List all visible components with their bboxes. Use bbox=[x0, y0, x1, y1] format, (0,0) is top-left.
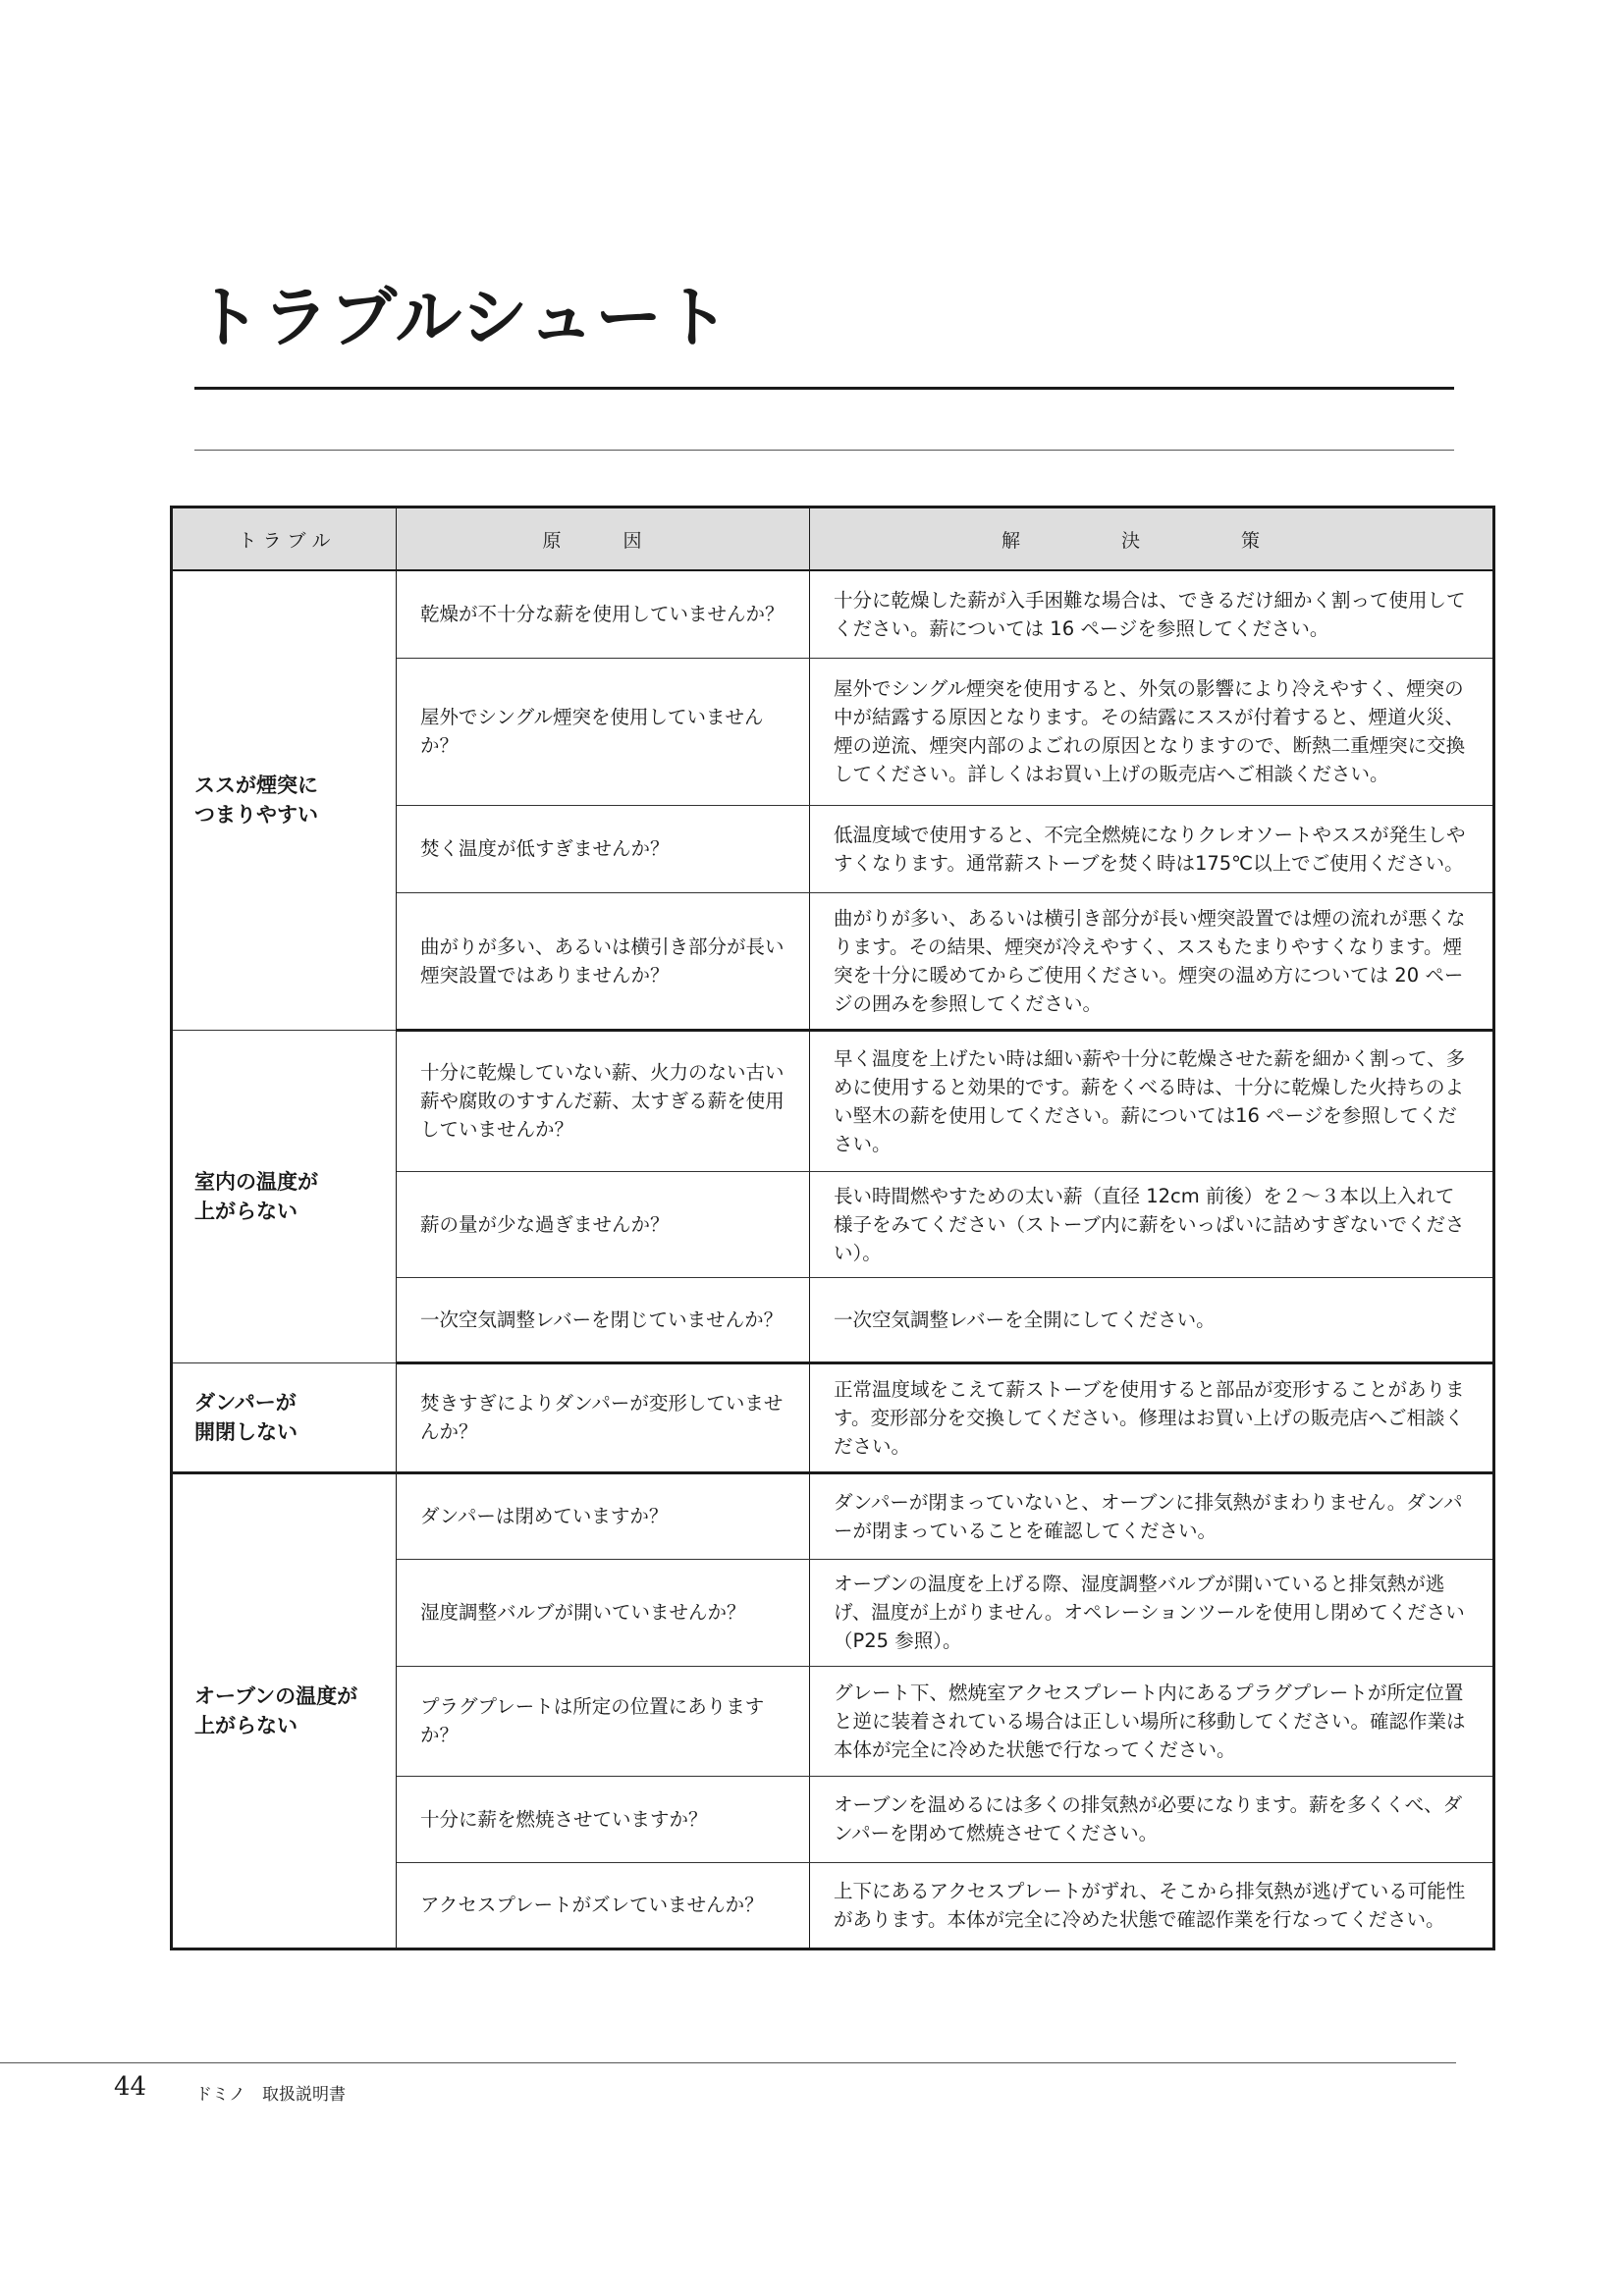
problem-label: ダンパーが 開閉しない bbox=[194, 1390, 298, 1444]
solution-cell: 低温度域で使用すると、不完全燃焼になりクレオソートやススが発生しやすくなります。通常薪ストーブを焚く時は175℃以上でご使用ください。 bbox=[810, 805, 1494, 892]
cause-cell: 十分に乾燥していない薪、火力のない古い薪や腐敗のすすんだ薪、太すぎる薪を使用していませんか？ bbox=[397, 1030, 810, 1171]
table-row bbox=[172, 1472, 1494, 1559]
solution-cell: 一次空気調整レバーを全開にしてください。 bbox=[810, 1277, 1494, 1362]
cause-cell: 焚きすぎによりダンパーが変形していませんか？ bbox=[397, 1362, 810, 1472]
problem-cell bbox=[172, 1030, 397, 1362]
cause-cell: 十分に薪を燃焼させていますか？ bbox=[397, 1776, 810, 1862]
cause-cell: 曲がりが多い、あるいは横引き部分が長い煙突設置ではありませんか？ bbox=[397, 892, 810, 1030]
footer-rule bbox=[0, 2062, 1456, 2063]
solution-cell: 曲がりが多い、あるいは横引き部分が長い煙突設置では煙の流れが悪くなります。その結果、煙突が冷えやすく、ススもたまりやすくなります。煙突を十分に暖めてからご使用ください。煙突の温め方については 20 ページの囲みを参照してください。 bbox=[810, 892, 1494, 1030]
solution-cell: 正常温度域をこえて薪ストーブを使用すると部品が変形することがあります。変形部分を交換してください。修理はお買い上げの販売店へご相談ください。 bbox=[810, 1362, 1494, 1472]
solution-cell: オーブンを温めるには多くの排気熱が必要になります。薪を多くくべ、ダンパーを閉めて燃焼させてください。 bbox=[810, 1776, 1494, 1862]
cause-cell: プラグプレートは所定の位置にありますか？ bbox=[397, 1666, 810, 1776]
problem-label: ススが煙突に つまりやすい bbox=[194, 774, 318, 828]
table-header-row bbox=[172, 507, 1494, 571]
problem-cell bbox=[172, 1472, 397, 1949]
cause-cell: 屋外でシングル煙突を使用していませんか？ bbox=[397, 658, 810, 805]
section-divider bbox=[194, 450, 1454, 451]
table-row bbox=[172, 570, 1494, 658]
solution-cell: 上下にあるアクセスプレートがずれ、そこから排気熱が逃げている可能性があります。本体が完全に冷めた状態で確認作業を行なってください。 bbox=[810, 1862, 1494, 1949]
cause-cell: 一次空気調整レバーを閉じていませんか？ bbox=[397, 1277, 810, 1362]
problem-label: 室内の温度が 上がらない bbox=[194, 1169, 318, 1223]
table-row bbox=[172, 1030, 1494, 1171]
title-underline bbox=[194, 387, 1454, 390]
solution-cell: グレート下、燃焼室アクセスプレート内にあるプラグプレートが所定位置と逆に装着されている場合は正しい場所に移動してください。確認作業は本体が完全に冷めた状態で行なってください。 bbox=[810, 1666, 1494, 1776]
problem-cell bbox=[172, 1362, 397, 1472]
header-solution: 解 決 策 bbox=[810, 507, 1494, 571]
table-row bbox=[172, 1362, 1494, 1472]
solution-cell: 屋外でシングル煙突を使用すると、外気の影響により冷えやすく、煙突の中が結露する原因となります。その結露にススが付着すると、煙道火災、煙の逆流、煙突内部のよごれの原因となりますので、断熱二重煙突に交換してください。詳しくはお買い上げの販売店へご相談ください。 bbox=[810, 658, 1494, 805]
cause-cell: 焚く温度が低すぎませんか？ bbox=[397, 805, 810, 892]
cause-cell: 薪の量が少な過ぎませんか？ bbox=[397, 1171, 810, 1277]
cause-cell: ダンパーは閉めていますか？ bbox=[397, 1472, 810, 1559]
header-cause: 原 因 bbox=[397, 507, 810, 571]
solution-cell: ダンパーが閉まっていないと、オーブンに排気熱がまわりません。ダンパーが閉まっていることを確認してください。 bbox=[810, 1472, 1494, 1559]
header-trouble: ト ラ ブ ル bbox=[172, 507, 397, 571]
problem-label: オーブンの温度が 上がらない bbox=[194, 1683, 358, 1737]
solution-cell: 十分に乾燥した薪が入手困難な場合は、できるだけ細かく割って使用してください。薪については 16 ページを参照してください。 bbox=[810, 570, 1494, 658]
solution-cell: オーブンの温度を上げる際、湿度調整バルブが開いていると排気熱が逃げ、温度が上がりません。オペレーションツールを使用し閉めてください（P25 参照）。 bbox=[810, 1559, 1494, 1666]
problem-cell bbox=[172, 570, 397, 1030]
cause-cell: アクセスプレートがズレていませんか？ bbox=[397, 1862, 810, 1949]
solution-cell: 早く温度を上げたい時は細い薪や十分に乾燥させた薪を細かく割って、多めに使用すると効果的です。薪をくべる時は、十分に乾燥した火持ちのよい堅木の薪を使用してください。薪については16 ページを参照してください。 bbox=[810, 1030, 1494, 1171]
document-name: ドミノ 取扱説明書 bbox=[195, 2085, 346, 2105]
troubleshooting-table bbox=[170, 506, 1495, 1950]
solution-cell: 長い時間燃やすための太い薪（直径 12cm 前後）を２～３本以上入れて様子をみてください（ストーブ内に薪をいっぱいに詰めすぎないでください）。 bbox=[810, 1171, 1494, 1277]
cause-cell: 湿度調整バルブが開いていませんか？ bbox=[397, 1559, 810, 1666]
cause-cell: 乾燥が不十分な薪を使用していませんか？ bbox=[397, 570, 810, 658]
page-title: トラブルシュート bbox=[194, 279, 731, 357]
page-number: 44 bbox=[114, 2072, 147, 2102]
